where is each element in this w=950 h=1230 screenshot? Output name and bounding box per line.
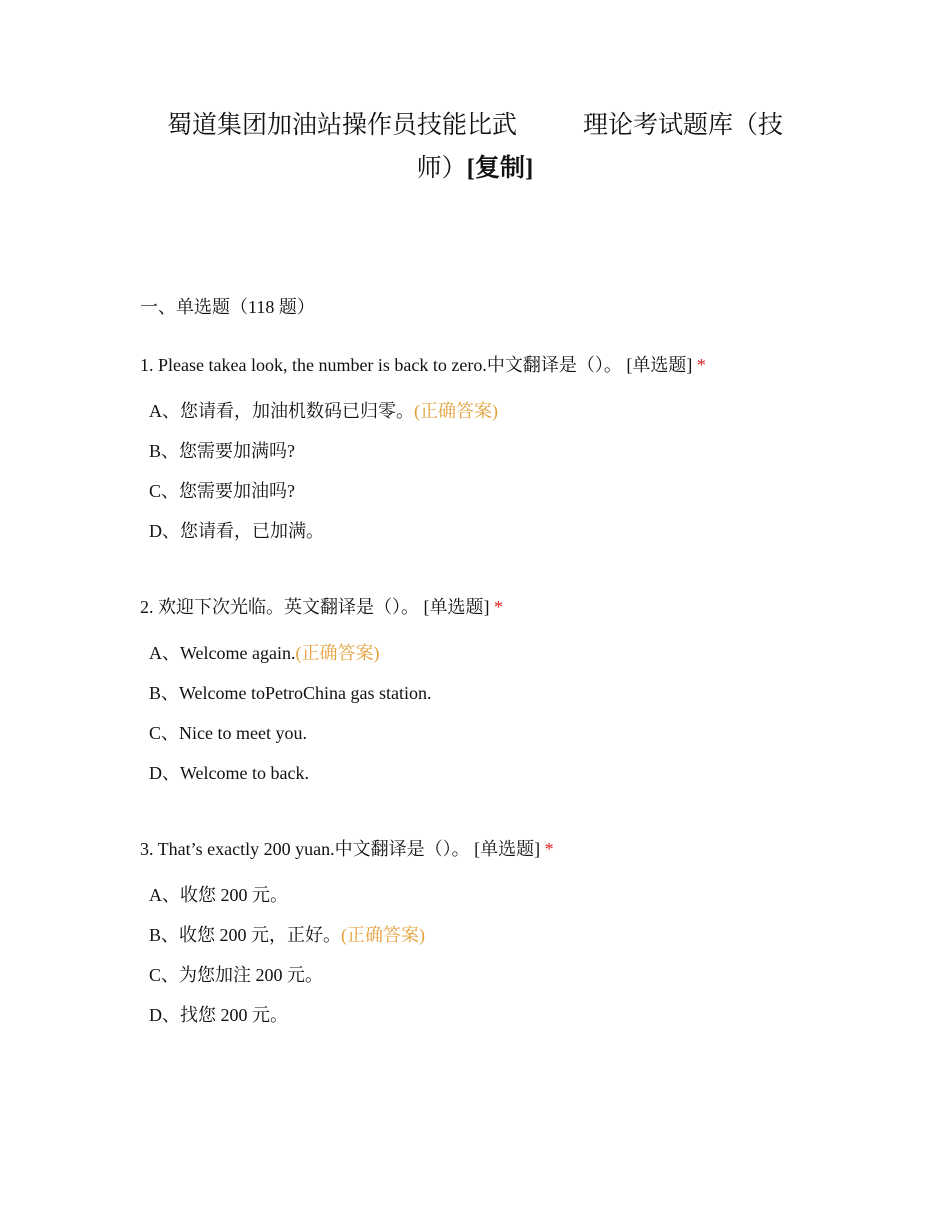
question-2 bbox=[140, 593, 840, 799]
option-c[interactable] bbox=[140, 719, 840, 759]
option-a[interactable] bbox=[140, 881, 840, 921]
question-1 bbox=[140, 351, 840, 557]
question-text: 2. 欢迎下次光临。英文翻译是（）。 bbox=[140, 597, 419, 617]
option-text: C、为您加注 200 元。 bbox=[149, 965, 324, 985]
option-d[interactable] bbox=[140, 759, 840, 799]
question-3 bbox=[140, 835, 840, 1041]
option-list bbox=[140, 881, 840, 1041]
option-b[interactable] bbox=[140, 679, 840, 719]
option-d[interactable] bbox=[140, 517, 840, 557]
option-text: C、您需要加油吗? bbox=[149, 481, 295, 501]
document-title bbox=[150, 104, 800, 190]
option-text: B、收您 200 元，正好。 bbox=[149, 925, 342, 945]
correct-answer-tag: (正确答案) bbox=[341, 925, 426, 945]
option-b[interactable] bbox=[140, 921, 840, 961]
required-mark: * bbox=[544, 839, 554, 859]
question-type-tag: [单选题] bbox=[626, 355, 693, 375]
option-text: D、Welcome to back. bbox=[149, 763, 309, 783]
option-d[interactable] bbox=[140, 1001, 840, 1041]
title-line-1 bbox=[150, 104, 800, 147]
section-heading: 一、单选题（118 题） bbox=[140, 297, 315, 317]
question-type-tag: [单选题] bbox=[474, 839, 541, 859]
option-a[interactable] bbox=[140, 397, 840, 437]
question-type-tag: [单选题] bbox=[423, 597, 490, 617]
option-text: D、找您 200 元。 bbox=[149, 1005, 288, 1025]
copy-tag: [复制] bbox=[466, 155, 534, 182]
option-text: A、收您 200 元。 bbox=[149, 885, 288, 905]
option-list bbox=[140, 397, 840, 557]
option-text: B、Welcome toPetroChina gas station. bbox=[149, 683, 432, 703]
required-mark: * bbox=[494, 597, 503, 617]
question-title bbox=[140, 351, 840, 379]
option-list bbox=[140, 639, 840, 799]
question-text: 1. Please takea look, the number is back to zero.中文翻译是（）。 bbox=[140, 355, 622, 375]
title-line-2-text: 师） bbox=[416, 155, 467, 182]
option-text: C、Nice to meet you. bbox=[149, 723, 307, 743]
title-line-2 bbox=[150, 147, 800, 190]
option-text: D、您请看，已加满。 bbox=[149, 521, 324, 541]
title-part-1: 蜀道集团加油站操作员技能比武 bbox=[166, 112, 517, 139]
correct-answer-tag: (正确答案) bbox=[295, 643, 380, 663]
option-b[interactable] bbox=[140, 437, 840, 477]
option-text: A、您请看，加油机数码已归零。 bbox=[149, 401, 414, 421]
option-text: B、您需要加满吗? bbox=[149, 441, 295, 461]
question-title bbox=[140, 593, 840, 621]
correct-answer-tag: (正确答案) bbox=[414, 401, 498, 421]
option-c[interactable] bbox=[140, 961, 840, 1001]
question-text: 3. That’s exactly 200 yuan.中文翻译是（）。 bbox=[140, 839, 470, 859]
title-part-2: 理论考试题库（技 bbox=[583, 112, 784, 139]
option-text: A、Welcome again. bbox=[149, 643, 296, 663]
required-mark: * bbox=[696, 355, 706, 375]
question-title bbox=[140, 835, 840, 863]
option-a[interactable] bbox=[140, 639, 840, 679]
option-c[interactable] bbox=[140, 477, 840, 517]
